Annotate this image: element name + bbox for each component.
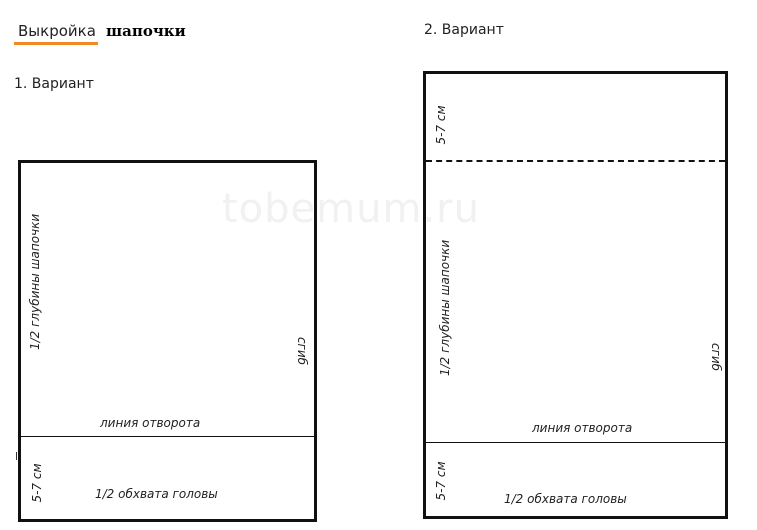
watermark: tobemum.ru (222, 186, 480, 232)
variant-1-heading: 1. Вариант (14, 76, 94, 92)
variant-1-cuff-size-label: 5-7 см (30, 463, 44, 503)
variant-2-cuff-size-label: 5-7 см (434, 461, 448, 501)
title-link-underline (14, 42, 98, 45)
variant-1-girth-label: 1/2 обхвата головы (95, 487, 218, 501)
variant-1-cuff-line-label: линия отворота (100, 416, 201, 430)
variant-2-fold-dashed-line (426, 160, 725, 162)
variant-1-pattern (18, 160, 317, 522)
variant-2-girth-label: 1/2 обхвата головы (504, 492, 627, 506)
variant-2-fold-label: сгиб (709, 342, 723, 372)
title-link[interactable]: Выкройка (18, 22, 96, 40)
variant-1-fold-label: сгиб (295, 336, 309, 366)
variant-1-tick (16, 452, 17, 460)
variant-2-cuff-line (426, 442, 725, 443)
variant-2-cuff-line-label: линия отворота (532, 421, 633, 435)
variant-2-pattern (423, 71, 728, 519)
variant-2-top-size-label: 5-7 см (434, 105, 448, 145)
variant-1-depth-label: 1/2 глубины шапочки (28, 213, 42, 350)
title-text: шапочки (106, 22, 186, 40)
variant-2-depth-label: 1/2 глубины шапочки (438, 239, 452, 376)
variant-2-heading: 2. Вариант (424, 22, 504, 38)
variant-1-cuff-line (20, 436, 315, 437)
